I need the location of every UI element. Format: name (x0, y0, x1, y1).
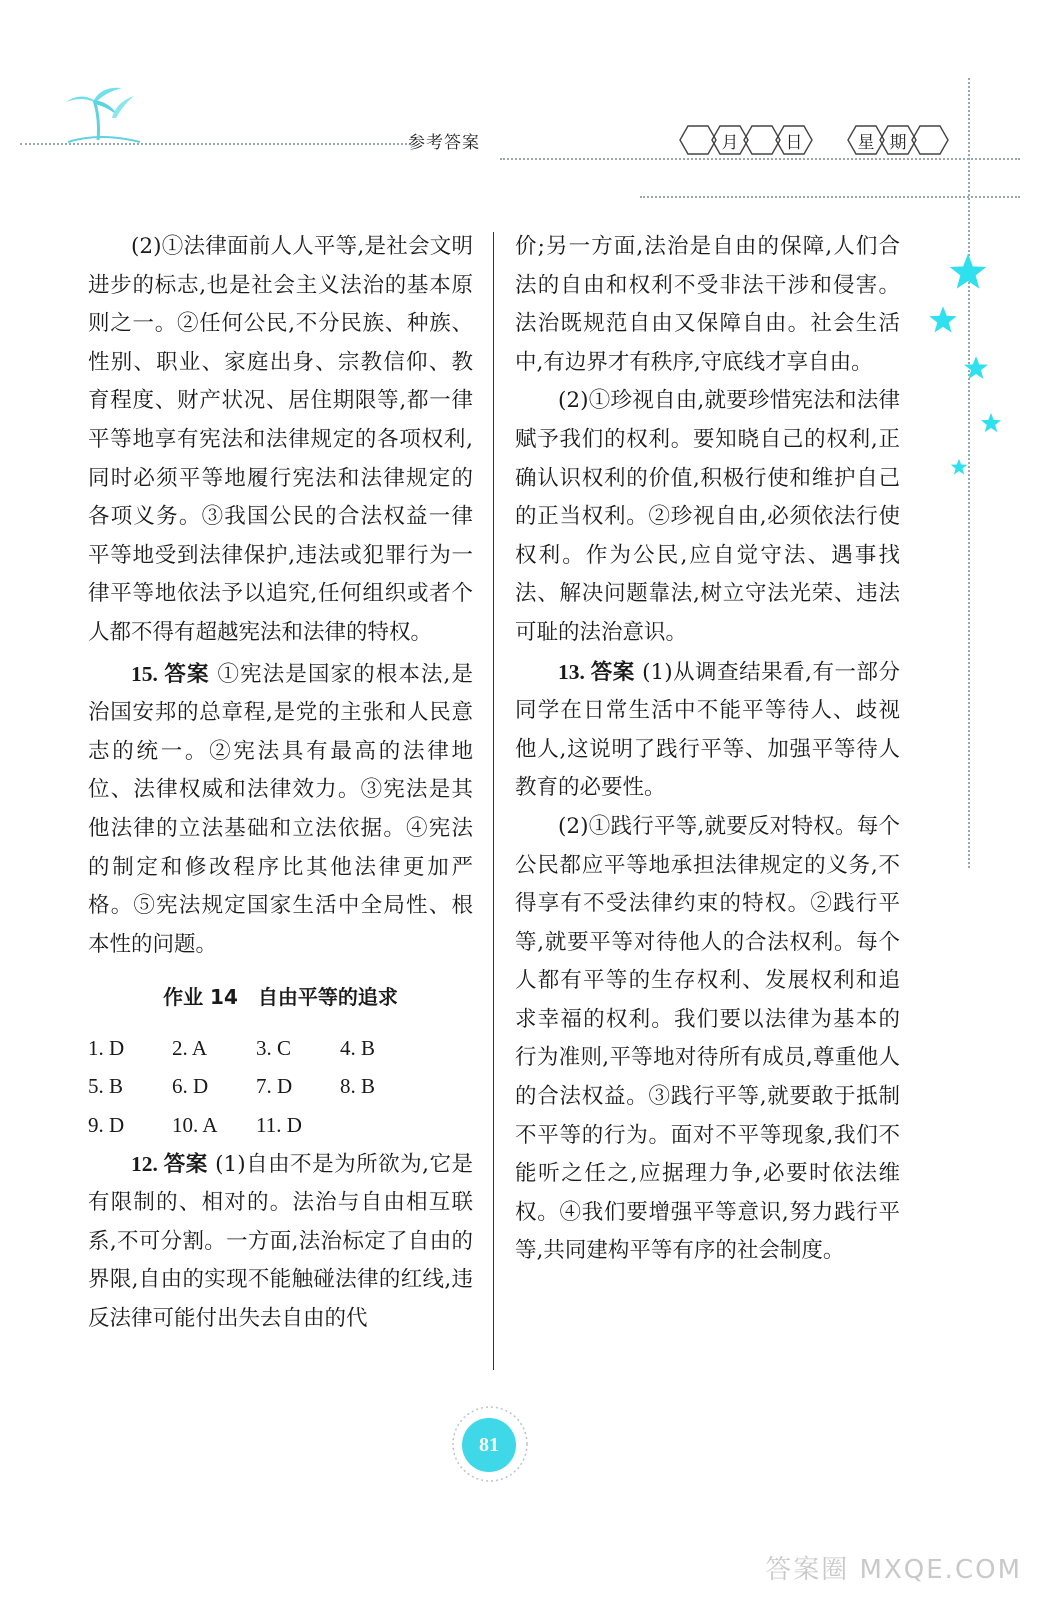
header-dotted-line-right (500, 158, 1020, 160)
palm-tree-icon (60, 78, 150, 148)
page-number: 81 (462, 1418, 516, 1472)
choice-item: 1. D (88, 1035, 125, 1060)
choice-item: 11. D (256, 1113, 302, 1138)
choice-answers (88, 1029, 473, 1145)
choice-item: 10. A (172, 1113, 218, 1138)
month-label: 月 (721, 133, 739, 153)
watermark: 答案圈 MXQE.COM (765, 1555, 1022, 1585)
answer-13 (515, 653, 900, 808)
star-icon (963, 355, 989, 381)
star-icon (980, 412, 1002, 434)
answer-13-part2: (2)①践行平等,就要反对特权。每个公民都应平等地承担法律规定的义务,不得享有不受法律约束的特权。②践行平等,就要平等对待他人的合法权利。每个人都有平等的生存权利、发展权利和追求幸福的权利。我们要以法律为基本的行为准则,平等地对待所有成员,尊重他人的合法权益。③践行平等,就要敢于抵制不平等的行为。面对不平等现象,我们不能听之任之,应据理力争,必要时依法维权。④我们要增强平等意识,努力践行平等,共同建构平等有序的社会制度。 (515, 813, 900, 1264)
choice-item: 2. A (172, 1035, 208, 1060)
choice-item: 7. D (256, 1074, 293, 1099)
star-icon (928, 305, 958, 335)
answer-13-text: (1)从调查结果看,有一部分同学在日常生活中不能平等待人、歧视他人,这说明了践行平等、加强平等待人教育的必要性。 (515, 659, 900, 801)
section-heading: 作业 14 自由平等的追求 (163, 985, 398, 1010)
choice-item: 9. D (88, 1113, 125, 1138)
answer-12-part2: (2)①珍视自由,就要珍惜宪法和法律赋予我们的权利。要知晓自己的权利,正确认识权利的价值,积极行使和维护自己的正当权利。②珍视自由,必须依法行使权利。作为公民,应自觉守法、遇事找法、解决问题靠法,树立守法光荣、违法可耻的法治意识。 (515, 388, 900, 645)
star-icon (950, 458, 968, 476)
margin-dotted-line (968, 78, 970, 868)
header-dotted-line (20, 143, 415, 145)
answer-12-continued: 价;另一方面,法治是自由的保障,人们合法的自由和权利不受非法干涉和侵害。法治既规范自由又保障自由。社会生活中,有边界才有秩序,守底线才享自由。 (515, 234, 900, 375)
answer-12 (88, 1145, 473, 1339)
right-column (515, 228, 900, 1271)
left-column (88, 228, 473, 1339)
answer-12-text: (1)自由不是为所欲为,它是有限制的、相对的。法治与自由相互联系,不可分割。一方面,法治标定了自由的界限,自由的实现不能触碰法律的红线,违反法律可能付出失去自由的代 (88, 1151, 473, 1332)
date-box-2[interactable] (744, 124, 780, 154)
answer-15-text: ①宪法是国家的根本法,是治国安邦的总章程,是党的主张和人民意志的统一。②宪法具有最高的法律地位、法律权威和法律效力。③宪法是其他法律的立法基础和立法依据。④宪法的制定和修改程序比其他法律更加严格。⑤宪法规定国家生活中全局性、根本性的问题。 (88, 661, 473, 957)
answer-15-label: 15. 答案 (131, 661, 210, 686)
choice-row (88, 1067, 473, 1106)
day-label: 日 (785, 133, 803, 153)
week-label-2: 期 (889, 133, 907, 153)
choice-item: 6. D (172, 1074, 209, 1099)
answer-13-label: 13. 答案 (558, 659, 635, 684)
choice-item: 3. C (256, 1035, 292, 1060)
week-box[interactable] (912, 124, 948, 154)
answer-14-part2: (2)①法律面前人人平等,是社会文明进步的标志,也是社会主义法治的基本原则之一。②任何公民,不分民族、种族、性别、职业、家庭出身、宗教信仰、教育程度、财产状况、居住期限等,都一律平等地享有宪法和法律规定的各项权利,同时必须平等地履行宪法和法律规定的各项义务。③我国公民的合法权益一律平等地受到法律保护,违法或犯罪行为一律平等地依法予以追究,任何组织或者个人都不得有超越宪法和法律的特权。 (88, 234, 473, 645)
header-title: 参考答案 (408, 133, 480, 153)
column-divider (493, 232, 494, 1370)
choice-item: 5. B (88, 1074, 124, 1099)
star-icon (948, 252, 988, 292)
answer-12-label: 12. 答案 (131, 1151, 208, 1176)
choice-item: 8. B (340, 1074, 376, 1099)
answer-15 (88, 655, 473, 965)
choice-row (88, 1029, 473, 1068)
week-label-1: 星 (857, 133, 875, 153)
date-box-1[interactable] (680, 124, 716, 154)
choice-row (88, 1106, 473, 1145)
choice-item: 4. B (340, 1035, 376, 1060)
header-dotted-line-lower (640, 196, 1020, 198)
